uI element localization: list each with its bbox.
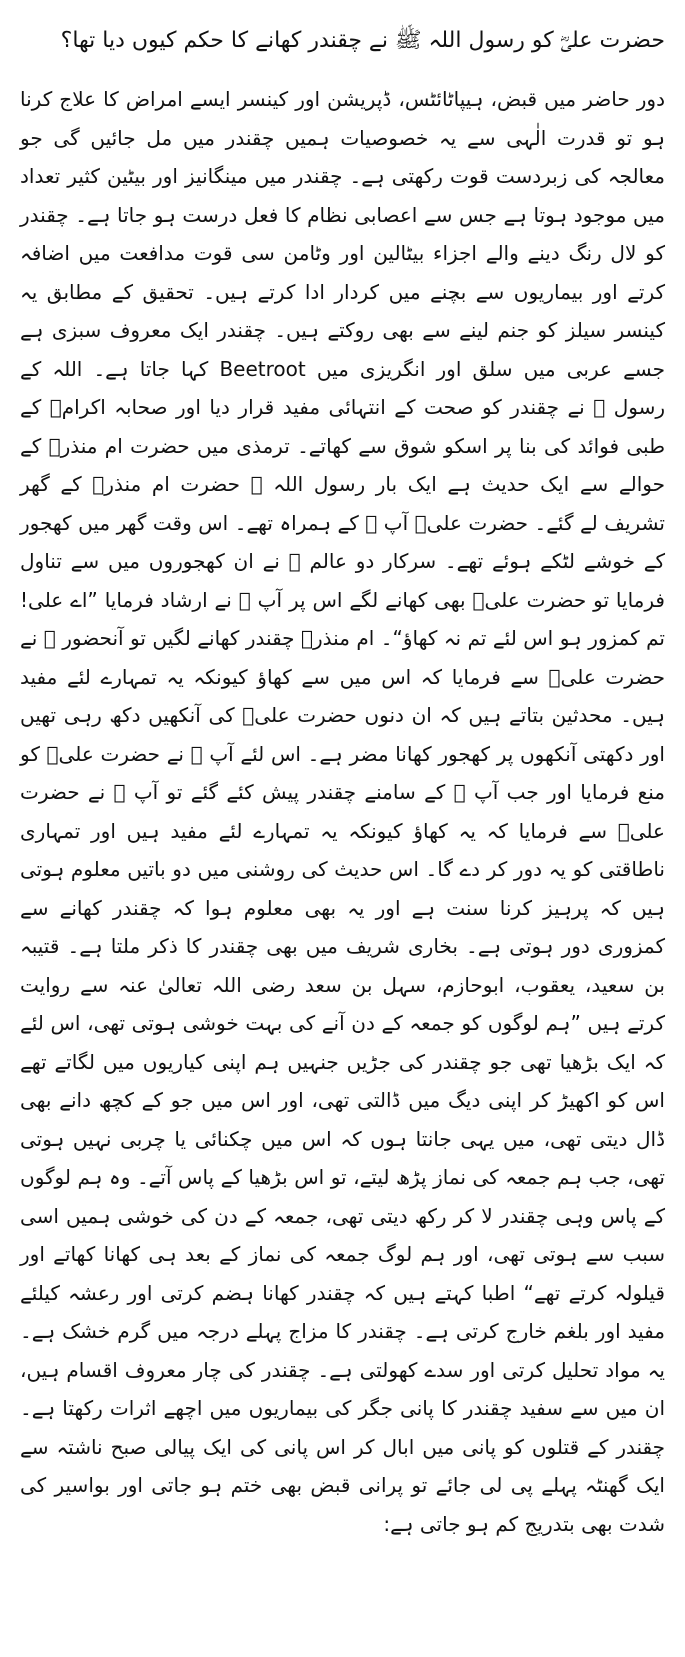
article-title: حضرت علیؓ کو رسول اللہ ﷺ نے چقندر کھانے کا حکم کیوں دیا تھا؟ — [60, 28, 665, 53]
article-body: دور حاضر میں قبض، ہیپاٹائٹس، ڈپریشن اور کینسر ایسے امراض کا علاج کرنا ہو تو قدرت الٰہی سے یہ خصوصیات ہمیں چقندر میں مل جائیں گی جو معالجہ کی زبردست قوت رکھتی ہے۔ چقندر میں مینگانیز اور بیٹین کثیر تعداد میں موجود ہوتا ہے جس سے اعصابی نظام کا فعل درست ہو جاتا ہے۔ چقندر کو لال رنگ دینے والے اجزاء بیٹالین اور وٹامن سی قوت مدافعت میں اضافہ کرتے اور بیماریوں سے بچنے میں کردار ادا کرتے ہیں۔ تحقیق کے مطابق یہ کینسر سیلز کو جنم لینے سے بھی روکتے ہیں۔ چقندر ایک معروف سبزی ہے جسے عربی میں سلق اور انگریزی میں Beetroot کہا جاتا ہے۔ اللہ کے رسول ﷺ نے چقندر کو صحت کے انتہائی مفید قرار دیا اور صحابہ اکرامؓ کے طبی فوائد کی بنا پر اسکو شوق سے کھاتے۔ ترمذی میں حضرت ام منذرؓ کے حوالے سے ایک حدیث ہے ایک بار رسول اللہ ﷺ حضرت ام منذرؓ کے گھر تشریف لے گئے۔ حضرت علیؓ آپ ﷺ کے ہمراہ تھے۔ اس وقت گھر میں کھجور کے خوشے لٹکے ہوئے تھے۔ سرکار دو عالم ﷺ نے ان کھجوروں میں سے تناول فرمایا تو حضرت علیؓ بھی کھانے لگے اس پر آپ ﷺ نے ارشاد فرمایا ”اے علی! تم کمزور ہو اس لئے تم نہ کھاؤ“۔ ام منذرؓ چقندر کھانے لگیں تو آنحضور ﷺ نے حضرت علیؓ سے فرمایا کہ اس میں سے کھاؤ کیونکہ یہ تمہارے لئے مفید ہیں۔ محدثین بتاتے ہیں کہ ان دنوں حضرت علیؓ کی آنکھیں دکھ رہی تھیں اور دکھتی آنکھوں پر کھجور کھانا مضر ہے۔ اس لئے آپ ﷺ نے حضرت علیؓ کو منع فرمایا اور جب آپ ﷺ کے سامنے چقندر پیش کئے گئے تو آپ ﷺ نے حضرت علیؓ سے فرمایا کہ یہ کھاؤ کیونکہ یہ تمہارے لئے مفید ہیں اور تمہاری ناطاقتی کو یہ دور کر دے گا۔ اس حدیث کی روشنی میں دو باتیں معلوم ہوتی ہیں کہ پرہیز کرنا سنت ہے اور یہ بھی معلوم ہوا کہ چقندر کھانے سے کمزوری دور ہوتی ہے۔ بخاری شریف میں بھی چقندر کا ذکر ملتا ہے۔ قتیبہ بن سعید، یعقوب، ابوحازم، سہل بن سعد رضی اللہ تعالیٰ عنہ سے روایت کرتے ہیں ”ہم لوگوں کو جمعہ کے دن آنے کی بہت خوشی ہوتی تھی، اس لئے کہ ایک بڑھیا تھی جو چقندر کی جڑیں جنہیں ہم اپنی کیاریوں میں لگاتے تھے اس کو اکھیڑ کر اپنی دیگ میں ڈالتی تھی، اور اس میں جو کے کچھ دانے بھی ڈال دیتی تھی، میں یہی جانتا ہوں کہ اس میں چکنائی یا چربی نہیں ہوتی تھی، جب ہم جمعہ کی نماز پڑھ لیتے، تو اس بڑھیا کے پاس آتے۔ وہ ہم لوگوں کے پاس وہی چقندر لا کر رکھ دیتی تھی، جمعہ کے دن کی خوشی ہمیں اسی سبب سے ہوتی تھی، اور ہم لوگ جمعہ کی نماز کے بعد ہی کھانا کھاتے اور قیلولہ کرتے تھے“ اطبا کہتے ہیں کہ چقندر کھانا ہضم کرتی اور رعشہ کیلئے مفید اور بلغم خارج کرتی ہے۔ چقندر کا مزاج پہلے درجہ میں گرم خشک ہے۔ یہ مواد تحلیل کرتی اور سدے کھولتی ہے۔ چقندر کی چار معروف اقسام ہیں، ان میں سے سفید چقندر کا پانی جگر کی بیماریوں میں اچھے اثرات رکھتا ہے۔ چقندر کے قتلوں کو پانی میں ابال کر اس پانی کی ایک پیالی صبح ناشتہ سے ایک گھنٹہ پہلے پی لی جائے تو پرانی قبض بھی ختم ہو جاتی اور بواسیر کی شدت بھی بتدریج کم ہو جاتی ہے: — [20, 87, 666, 1536]
